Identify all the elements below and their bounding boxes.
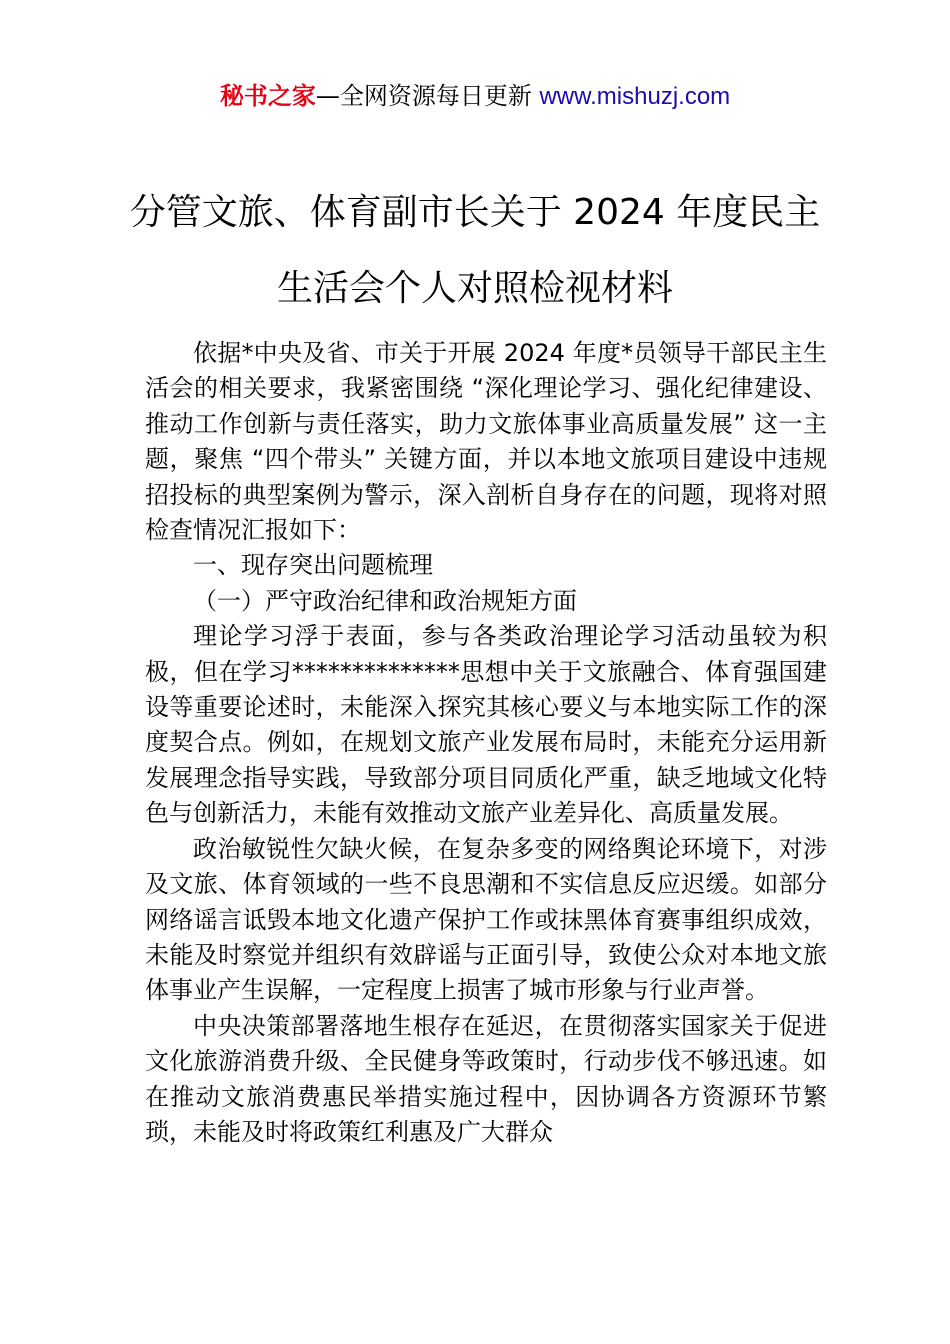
title-line-1: 分管文旅、体育副市长关于 2024 年度民主 [129, 192, 821, 233]
document-title [120, 175, 830, 327]
site-header [0, 78, 950, 115]
subsection-heading: （一）严守政治纪律和政治规矩方面 [193, 586, 577, 615]
body-paragraph-3: 中央决策部署落地生根存在延迟，在贯彻落实国家关于促进文化旅游消费升级、全民健身等政策时，行动步伐不够迅速。如在推动文旅消费惠民举措实施过程中，因协调各方资源环节繁琐，未能及时将政策红利惠及广大群众 [145, 1011, 827, 1146]
title-line-2: 生活会个人对照检视材料 [276, 268, 673, 309]
document-body [145, 336, 827, 1150]
body-paragraph-1: 理论学习浮于表面，参与各类政治理论学习活动虽较为积极，但在学习**************思想中关于文旅融合、体育强国建设等重要论述时，未能深入探究其核心要义与本地实际工作的深度契合点。例如，在规划文旅产业发展布局时，未能充分运用新发展理念指导实践，导致部分项目同质化严重，缺乏地域文化特色与创新活力，未能有效推动文旅产业差异化、高质量发展。 [145, 622, 827, 828]
intro-paragraph: 依据*中央及省、市关于开展 2024 年度*员领导干部民主生活会的相关要求，我紧密围绕 “深化理论学习、强化纪律建设、推动工作创新与责任落实，助力文旅体事业高质量发展” 这一主题，聚焦 “四个带头” 关键方面，并以本地文旅项目建设中违规招投标的典型案例为警示，深入剖析自身存在的问题，现将对照检查情况汇报如下： [145, 339, 827, 545]
section-heading: 一、现存突出问题梳理 [193, 551, 433, 580]
brand-name: 秘书之家 [219, 82, 316, 110]
body-paragraph-2: 政治敏锐性欠缺火候，在复杂多变的网络舆论环境下，对涉及文旅、体育领域的一些不良思潮和不实信息反应迟缓。如部分网络谣言诋毁本地文化遗产保护工作或抹黑体育赛事组织成效，未能及时察觉并组织有效辟谣与正面引导，致使公众对本地文旅体事业产生误解，一定程度上损害了城市形象与行业声誉。 [145, 834, 827, 1005]
header-tagline: —全网资源每日更新 [315, 82, 540, 110]
site-url[interactable]: www.mishuzj.com [539, 83, 731, 110]
